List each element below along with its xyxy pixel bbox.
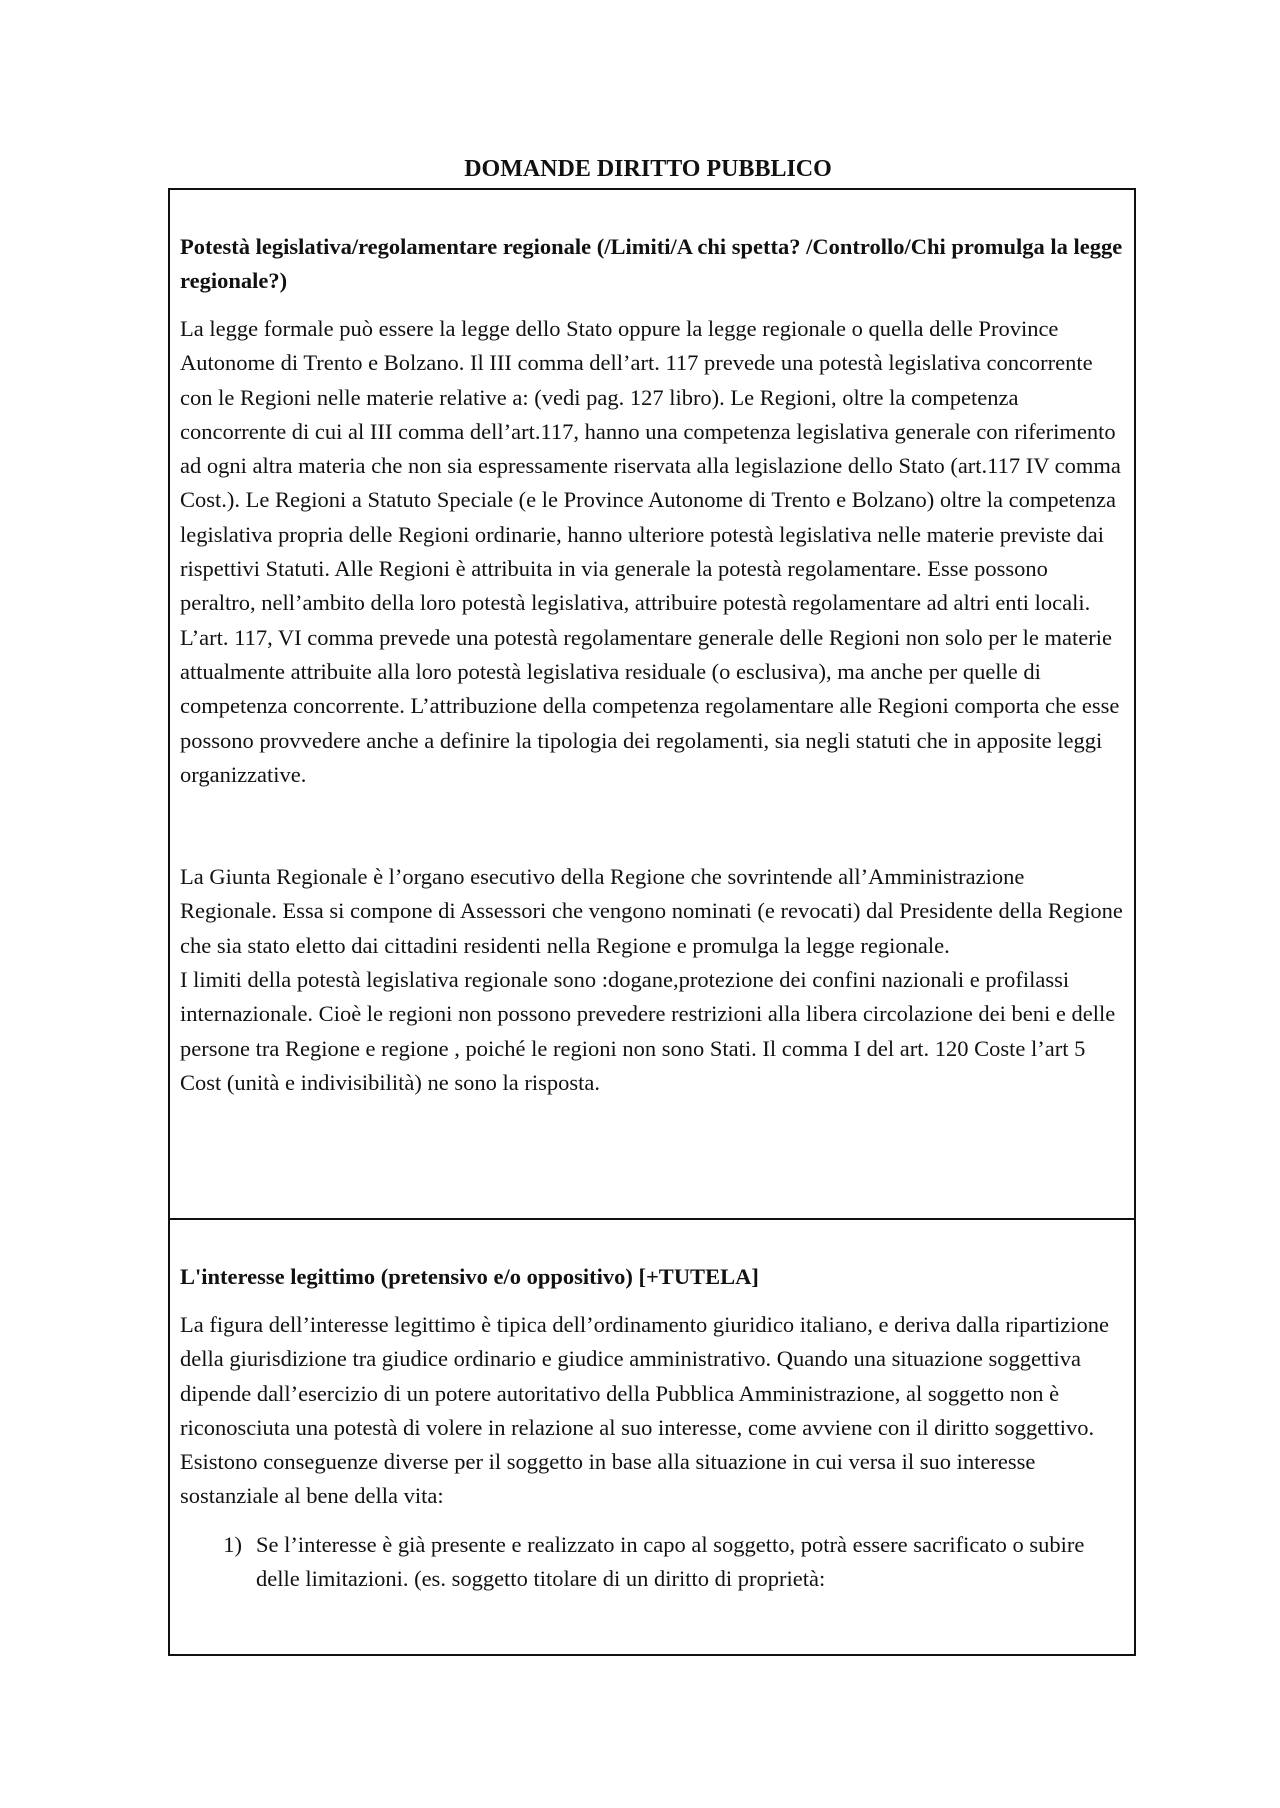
questions-table bbox=[168, 188, 1136, 1656]
question-heading: L'interesse legittimo (pretensivo e/o oppositivo) [+TUTELA] bbox=[180, 1264, 759, 1289]
list-item bbox=[180, 1528, 1124, 1597]
question-heading: Potestà legislativa/regolamentare regionale (/Limiti/A chi spetta? /Controllo/Chi promulga la legge regionale?) bbox=[180, 234, 1123, 293]
question-section-2 bbox=[170, 1218, 1134, 1654]
answer-paragraph: La legge formale può essere la legge dello Stato oppure la legge regionale o quella delle Province Autonome di Trento e Bolzano. Il III comma dell’art. 117 prevede una potestà legislativa concorrente con le Regioni nelle materie relative a: (vedi pag. 127 libro). Le Regioni, oltre la competenza concorrente di cui al III comma dell’art.117, hanno una competenza legislativa generale con riferimento ad ogni altra materia che non sia espressamente riservata alla legislazione dello Stato (art.117 IV comma Cost.). Le Regioni a Statuto Speciale (e le Province Autonome di Trento e Bolzano) oltre la competenza legislativa propria delle Regioni ordinarie, hanno ulteriore potestà legislativa nelle materie previste dai rispettivi Statuti. Alle Regioni è attribuita in via generale la potestà regolamentare. Esse possono peraltro, nell’ambito della loro potestà legislativa, attribuire potestà regolamentare ad altri enti locali. L’art. 117, VI comma prevede una potestà regolamentare generale delle Regioni non solo per le materie attualmente attribuite alla loro potestà legislativa residuale (o esclusiva), ma anche per quelle di competenza concorrente. L’attribuzione della competenza regolamentare alle Regioni comporta che esse possono provvedere anche a definire la tipologia dei regolamenti, sia negli statuti che in apposite leggi organizzative. bbox=[180, 316, 1121, 787]
numbered-list bbox=[180, 1528, 1124, 1597]
document-title: DOMANDE DIRITTO PUBBLICO bbox=[464, 156, 832, 182]
answer-paragraph: I limiti della potestà legislativa regionale sono :dogane,protezione dei confini nazionali e profilassi internazionale. Cioè le regioni non possono prevedere restrizioni alla libera circolazione dei beni e delle persone tra Regione e regione , poiché le regioni non sono Stati. Il comma I del art. 120 Coste l’art 5 Cost (unità e indivisibilità) ne sono la risposta. bbox=[180, 967, 1116, 1095]
list-item-text: Se l’interesse è già presente e realizzato in capo al soggetto, potrà essere sacrificato o subire delle limitazioni. (es. soggetto titolare di un diritto di proprietà: bbox=[256, 1531, 1085, 1592]
answer-paragraph: La figura dell’interesse legittimo è tipica dell’ordinamento giuridico italiano, e deriva dalla ripartizione della giurisdizione tra giudice ordinario e giudice amministrativo. Quando una situazione soggettiva dipende dall’esercizio di un potere autoritativo della Pubblica Amministrazione, al soggetto non è riconosciuta una potestà di volere in relazione al suo interesse, come avviene con il diritto soggettivo. Esistono conseguenze diverse per il soggetto in base alla situazione in cui versa il suo interesse sostanziale al bene della vita: bbox=[180, 1312, 1110, 1509]
question-section-1 bbox=[170, 190, 1134, 1218]
paragraph-spacer bbox=[180, 792, 1124, 860]
answer-paragraph: La Giunta Regionale è l’organo esecutivo della Regione che sovrintende all’Amministrazione Regionale. Essa si compone di Assessori che vengono nominati (e revocati) dal Presidente della Regione che sia stato eletto dai cittadini residenti nella Regione e promulga la legge regionale. bbox=[180, 864, 1123, 958]
list-number: 1) bbox=[223, 1531, 242, 1557]
